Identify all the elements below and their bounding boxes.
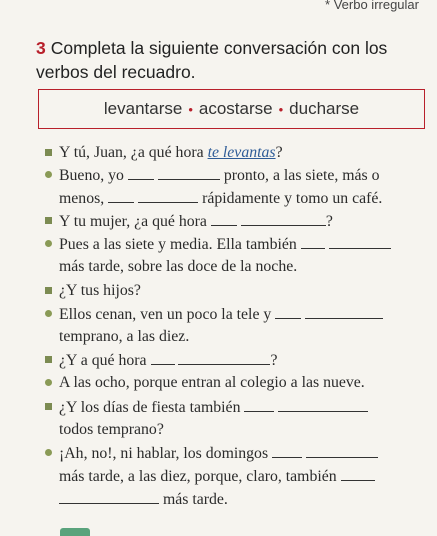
example-answer: te levantas: [207, 144, 276, 161]
square-bullet-icon: [45, 287, 52, 294]
verb-word: acostarse: [198, 99, 273, 118]
bullet-separator: •: [278, 101, 284, 117]
verb-box: [38, 89, 425, 129]
round-bullet-icon: [45, 379, 52, 386]
round-bullet-icon: [45, 240, 52, 247]
round-bullet-icon: [45, 449, 52, 456]
dialogue-line: Pues a las siete y media. Ella también: [59, 234, 391, 255]
dialogue-line: más tarde, sobre las doce de la noche.: [59, 258, 298, 275]
answer-blank[interactable]: [241, 211, 326, 226]
square-bullet-icon: [45, 356, 52, 363]
answer-blank[interactable]: [272, 443, 302, 458]
square-bullet-icon: [45, 403, 52, 410]
answer-blank[interactable]: [329, 234, 391, 249]
dialogue-line: ¿Y a qué hora ?: [59, 350, 278, 371]
answer-blank[interactable]: [301, 234, 325, 249]
answer-blank[interactable]: [138, 188, 198, 203]
square-bullet-icon: [45, 149, 52, 156]
answer-blank[interactable]: [108, 188, 134, 203]
round-bullet-icon: [45, 310, 52, 317]
dialogue-line: menos, rápidamente y tomo un café.: [59, 190, 383, 207]
irregular-verb-note: * Verbo irregular: [325, 0, 419, 12]
answer-blank[interactable]: [341, 466, 375, 481]
dialogue-line: ¿Y tus hijos?: [59, 281, 141, 301]
answer-blank[interactable]: [211, 211, 237, 226]
exercise-heading: [36, 36, 426, 84]
verb-word: levantarse: [103, 99, 183, 118]
bullet-separator: •: [188, 101, 193, 117]
answer-blank[interactable]: [278, 397, 368, 412]
dialogue-line: más tarde.: [59, 489, 228, 510]
dialogue-line: Ellos cenan, ven un poco la tele y: [59, 304, 383, 325]
exercise-instruction: Completa la siguiente conversación con los verbos del recuadro.: [36, 38, 388, 82]
answer-blank[interactable]: [151, 350, 175, 365]
answer-blank[interactable]: [244, 397, 274, 412]
answer-blank[interactable]: [306, 443, 378, 458]
verb-word: ducharse: [289, 99, 360, 118]
exercise-number: 3: [36, 38, 46, 58]
answer-blank[interactable]: [128, 165, 154, 180]
dialogue-line: Bueno, yo pronto, a las siete, más o: [59, 165, 380, 186]
dialogue-line: todos temprano?: [59, 421, 164, 438]
green-tab-shape: [60, 528, 90, 536]
square-bullet-icon: [45, 217, 52, 224]
answer-blank[interactable]: [158, 165, 220, 180]
dialogue-line: Y tú, Juan, ¿a qué hora te levantas?: [59, 143, 283, 163]
answer-blank[interactable]: [305, 304, 383, 319]
dialogue-line: ¡Ah, no!, ni hablar, los domingos: [59, 443, 378, 464]
dialogue-line: ¿Y los días de fiesta también: [59, 397, 368, 418]
dialogue-line: A las ocho, porque entran al colegio a las nueve.: [59, 373, 365, 393]
dialogue-line: más tarde, a las diez, porque, claro, también: [59, 466, 375, 487]
answer-blank[interactable]: [178, 350, 270, 365]
answer-blank[interactable]: [275, 304, 301, 319]
answer-blank[interactable]: [59, 489, 159, 504]
round-bullet-icon: [45, 171, 52, 178]
dialogue-line: Y tu mujer, ¿a qué hora ?: [59, 211, 333, 232]
dialogue-line: temprano, a las diez.: [59, 328, 190, 345]
